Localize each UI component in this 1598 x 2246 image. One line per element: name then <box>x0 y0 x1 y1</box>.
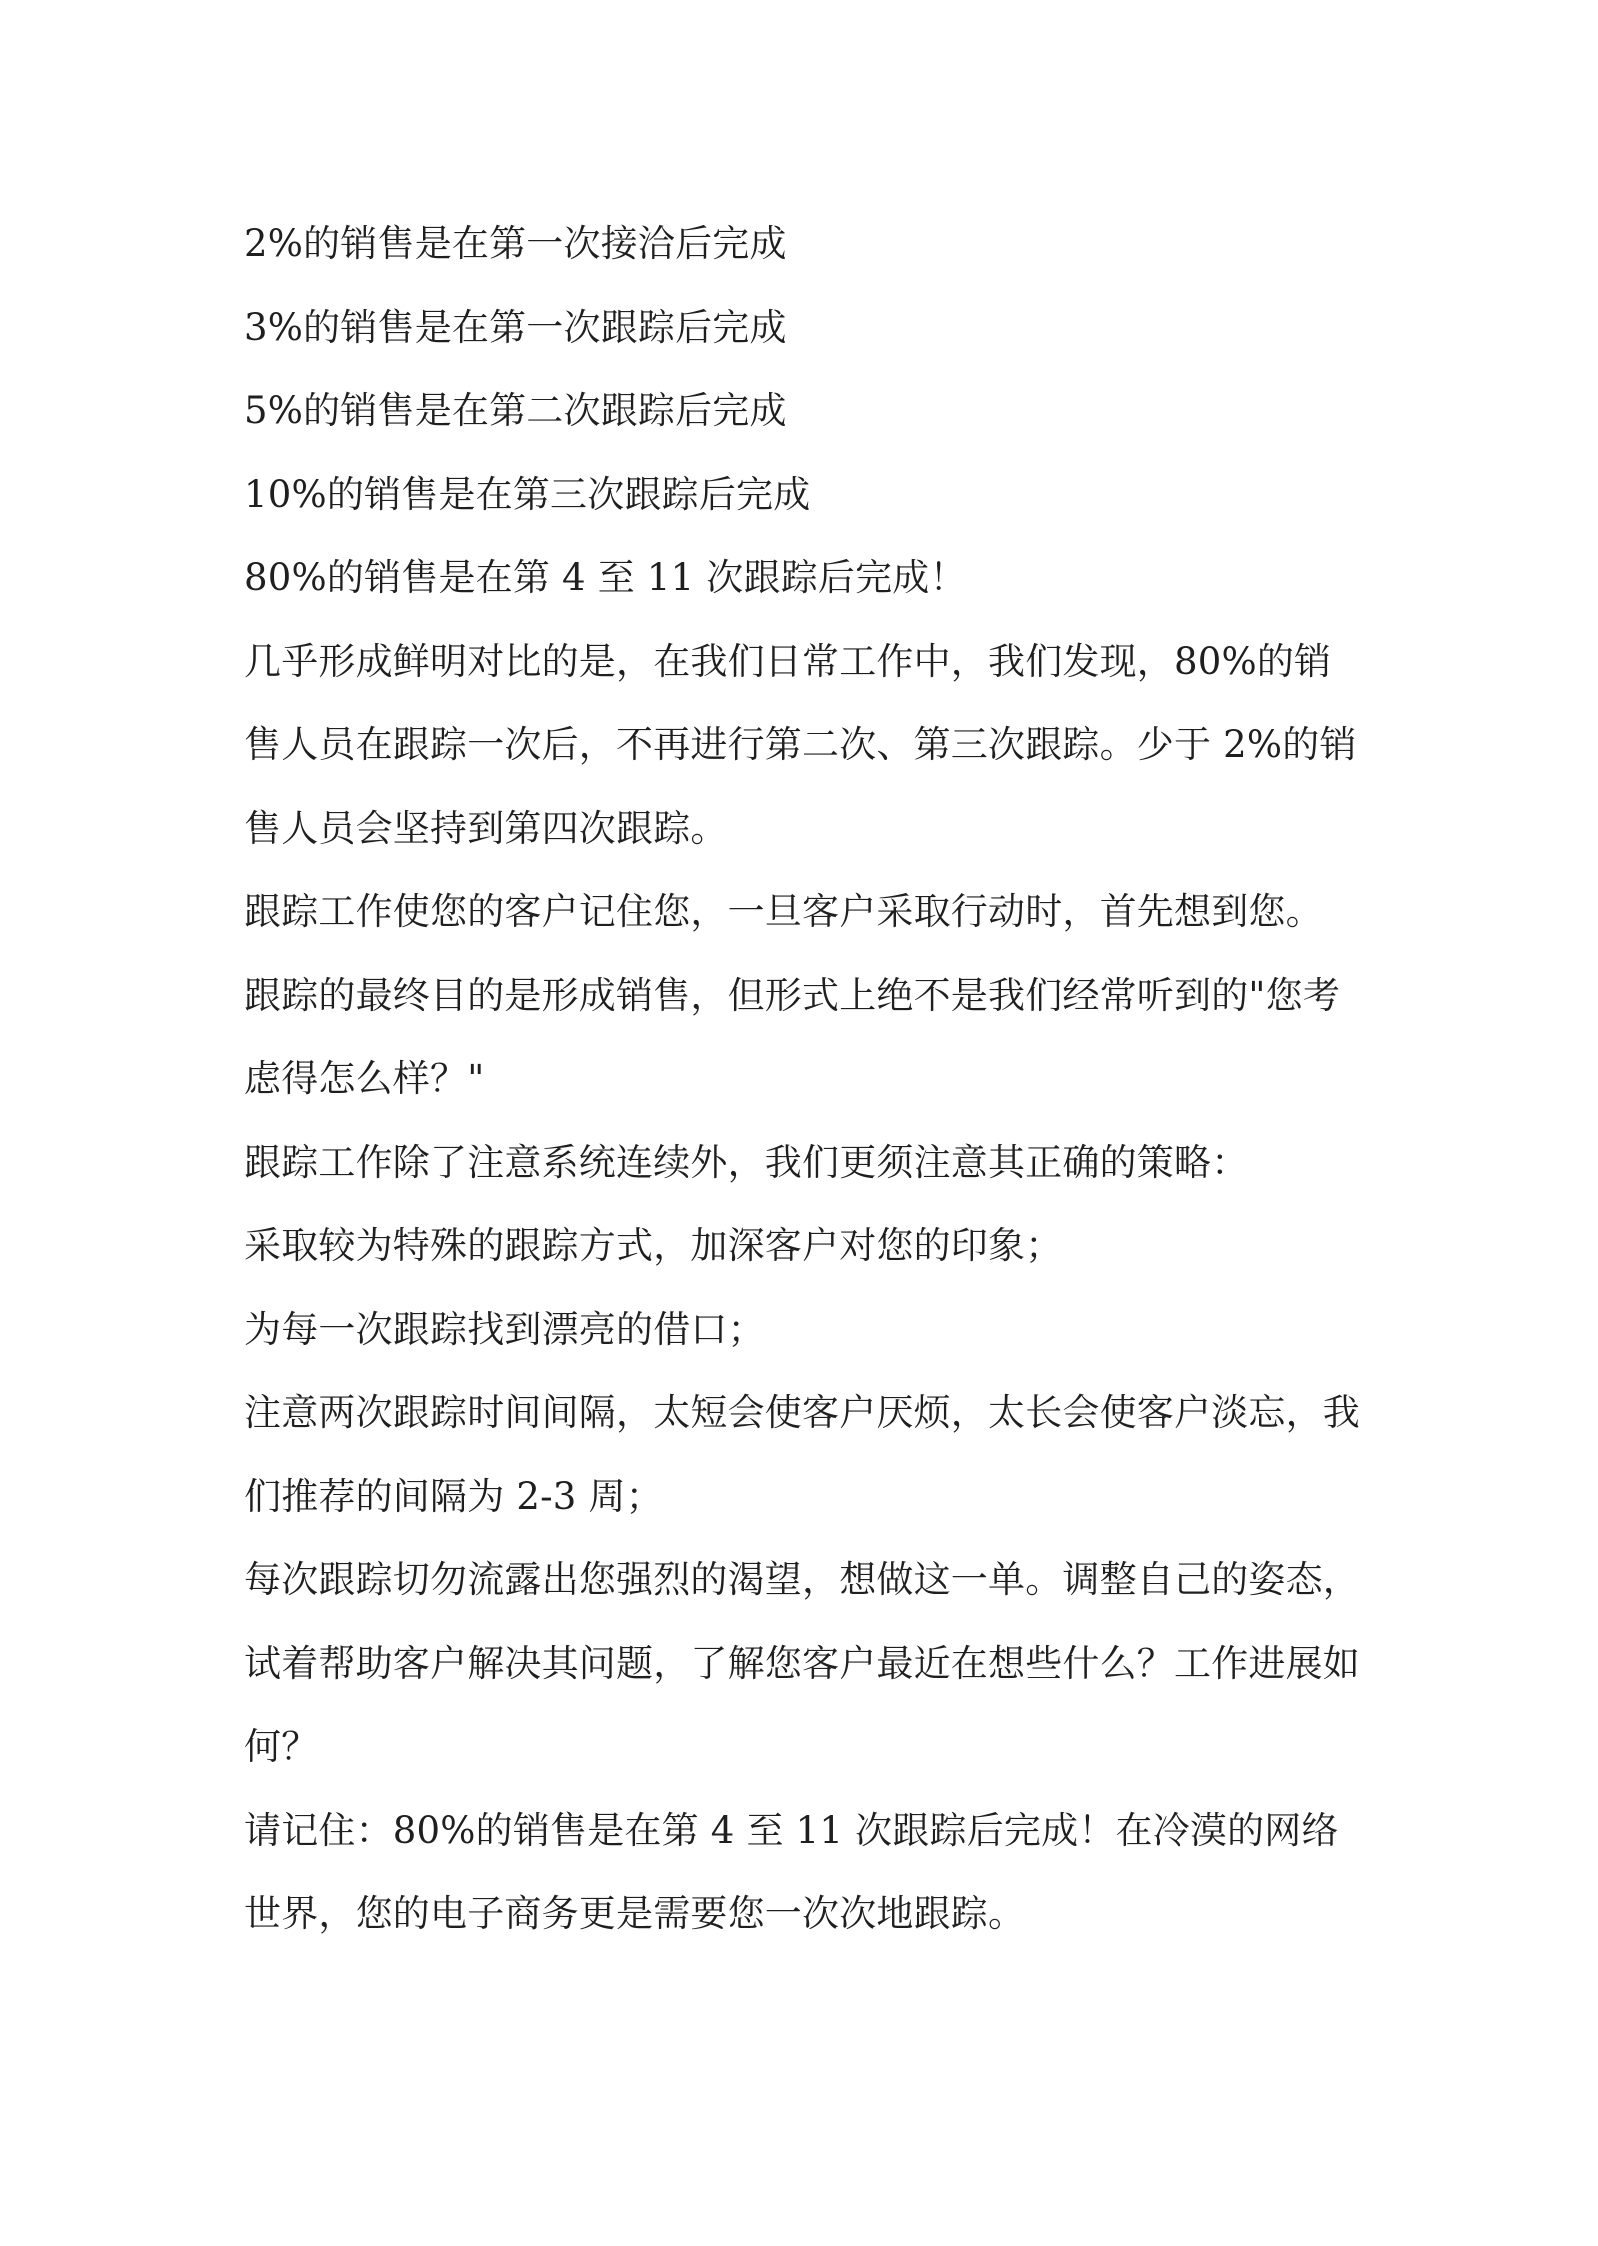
paragraph-sales-4-to-11-followups: 80%的销售是在第 4 至 11 次跟踪后完成！ <box>244 556 967 599</box>
paragraph-final-goal: 跟踪的最终目的是形成销售，但形式上绝不是我们经常听到的"您考虑得怎么样？" <box>244 973 1341 1100</box>
paragraph-strategy-intro: 跟踪工作除了注意系统连续外，我们更须注意其正确的策略： <box>244 1140 1249 1184</box>
paragraph-contrast: 几乎形成鲜明对比的是，在我们日常工作中，我们发现，80%的销售人员在跟踪一次后，不再进行第二次、第三次跟踪。少于 2%的销售人员会坚持到第四次跟踪。 <box>244 639 1357 850</box>
paragraph-sales-first-contact: 2%的销售是在第一次接洽后完成 <box>244 222 787 265</box>
paragraph-sales-third-followup: 10%的销售是在第三次跟踪后完成 <box>244 472 811 516</box>
paragraph-strategy-reason: 为每一次跟踪找到漂亮的借口； <box>244 1307 765 1351</box>
paragraph-strategy-interval: 注意两次跟踪时间间隔，太短会使客户厌烦，太长会使客户淡忘，我们推荐的间隔为 2-3 周； <box>244 1391 1360 1518</box>
paragraph-sales-first-followup: 3%的销售是在第一次跟踪后完成 <box>244 305 787 349</box>
document-body <box>244 202 1364 1956</box>
paragraph-customer-remembers: 跟踪工作使您的客户记住您，一旦客户采取行动时，首先想到您。 <box>244 890 1323 933</box>
paragraph-remember: 请记住：80%的销售是在第 4 至 11 次跟踪后完成！在冷漠的网络世界，您的电子商务更是需要您一次次地跟踪。 <box>244 1808 1339 1935</box>
paragraph-strategy-attitude: 每次跟踪切勿流露出您强烈的渴望，想做这一单。调整自己的姿态，试着帮助客户解决其问题，了解您客户最近在想些什么？工作进展如何？ <box>244 1558 1360 1768</box>
paragraph-sales-second-followup: 5%的销售是在第二次跟踪后完成 <box>244 389 787 432</box>
paragraph-strategy-special-method: 采取较为特殊的跟踪方式，加深客户对您的印象； <box>244 1224 1063 1267</box>
